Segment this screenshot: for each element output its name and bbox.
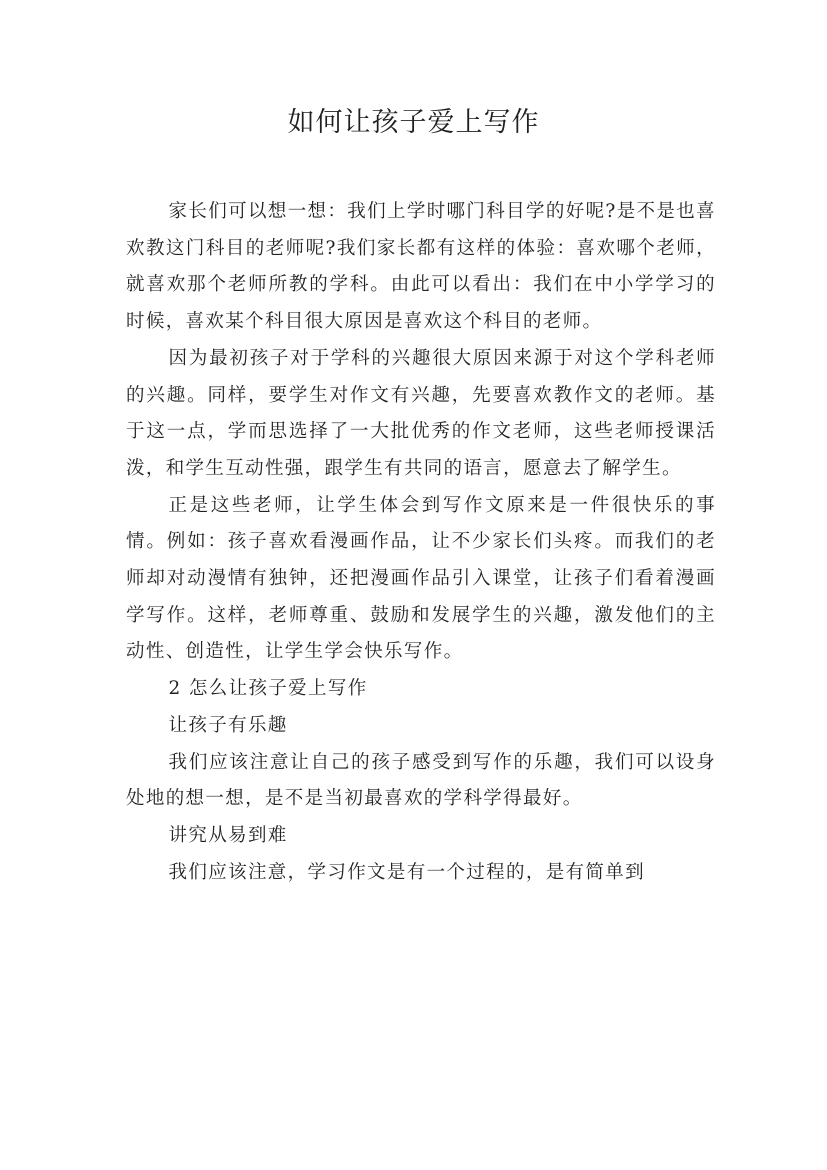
- paragraph-4: 我们应该注意让自己的孩子感受到写作的乐趣，我们可以设身处地的想一想，是不是当初最喜欢的学科学得最好。: [126, 751, 716, 810]
- subheading-easy-to-hard: 讲究从易到难: [168, 824, 288, 846]
- document-body: [126, 194, 716, 891]
- paragraph-1: 家长们可以想一想：我们上学时哪门科目学的好呢?是不是也喜欢教这门科目的老师呢?我们家长都有这样的体验：喜欢哪个老师，就喜欢那个老师所教的学科。由此可以看出：我们在中小学学习的时候，喜欢某个科目很大原因是喜欢这个科目的老师。: [126, 201, 716, 333]
- paragraph-5: 我们应该注意，学习作文是有一个过程的，是有简单到: [168, 861, 645, 883]
- section-heading: 2 怎么让孩子爱上写作: [168, 678, 368, 700]
- subheading-fun: 让孩子有乐趣: [168, 714, 288, 736]
- paragraph-2: 因为最初孩子对于学科的兴趣很大原因来源于对这个学科老师的兴趣。同样，要学生对作文有兴趣，先要喜欢教作文的老师。基于这一点，学而思选择了一大批优秀的作文老师，这些老师授课活泼，和学生互动性强，跟学生有共同的语言，愿意去了解学生。: [126, 347, 716, 479]
- document-title: 如何让孩子爱上写作: [287, 107, 540, 138]
- paragraph-3: 正是这些老师，让学生体会到写作文原来是一件很快乐的事情。例如：孩子喜欢看漫画作品，让不少家长们头疼。而我们的老师却对动漫情有独钟，还把漫画作品引入课堂，让孩子们看着漫画学写作。这样，老师尊重、鼓励和发展学生的兴趣，激发他们的主动性、创造性，让学生学会快乐写作。: [126, 494, 716, 663]
